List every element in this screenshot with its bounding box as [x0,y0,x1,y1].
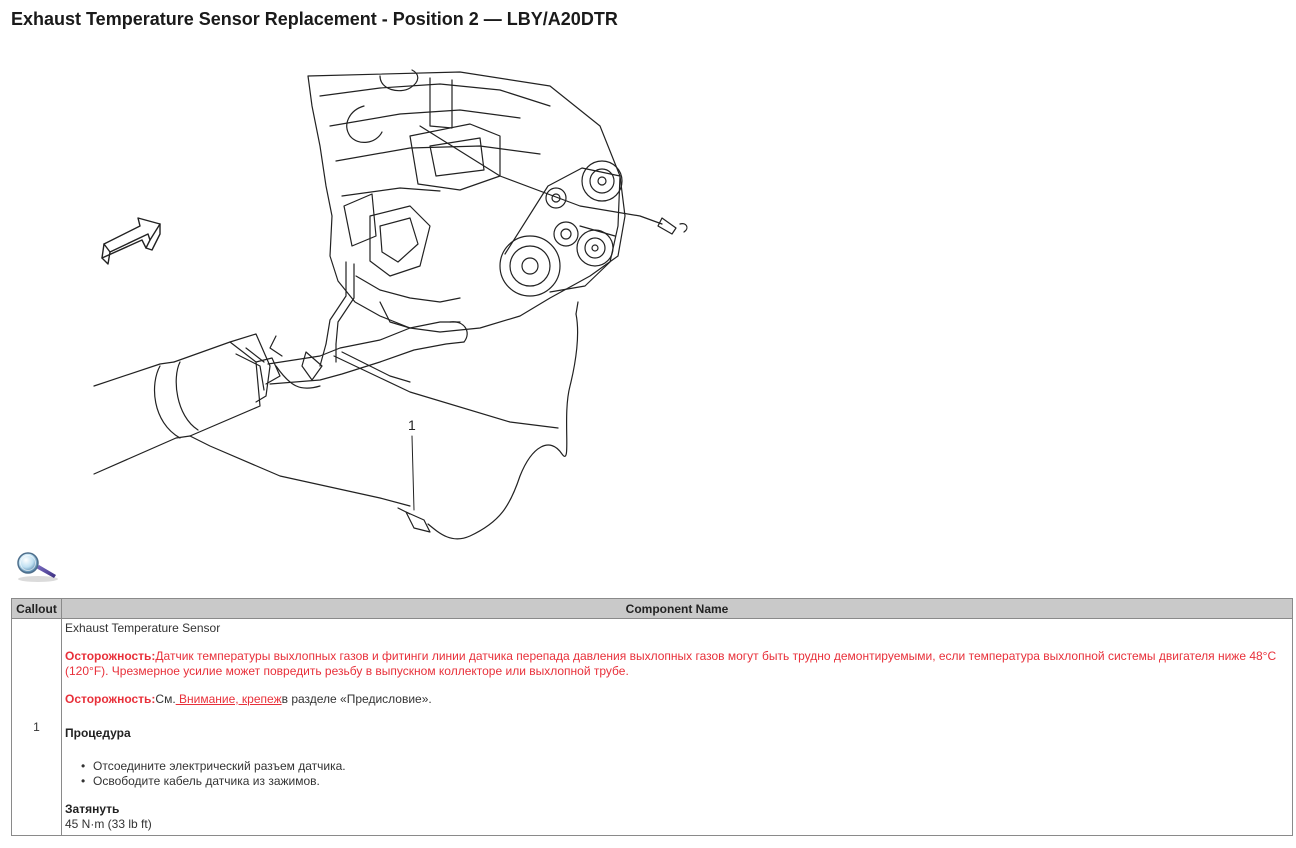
exhaust-system-drawing [94,262,558,506]
caution-label: Осторожность: [65,649,156,663]
engine-illustration [80,66,700,550]
engine-block-drawing [308,70,687,332]
procedure-steps-list [65,759,1289,789]
component-details-cell [62,619,1293,836]
sensor-cable-drawing [398,302,578,539]
caution-text: Датчик температуры выхлопных газов и фитинги линии датчика перепада давления выхлопных газов могут быть трудно демонтируемыми, если температура выхлопной системы двигателя ниже 48°C (120°F). Чрезмерное усилие может повредить резьбу в выпускном коллекторе или выхлопной трубе. [65,649,1277,678]
procedure-heading: Процедура [65,726,131,740]
fastener-notice-link[interactable]: Внимание, крепеж [175,692,282,706]
list-item: • Освободите кабель датчика из зажимов. [93,774,1289,789]
caution-paragraph-1 [65,649,1289,679]
table-row [12,619,1293,836]
magnifier-icon[interactable] [12,551,60,583]
component-table [11,598,1293,836]
caution-reference-text: в разделе «Предисловие». [281,692,432,706]
callout-number-label: 1 [408,417,416,433]
page-title: Exhaust Temperature Sensor Replacement - Position 2 — LBY/A20DTR [11,9,618,29]
component-name: Exhaust Temperature Sensor [65,621,221,635]
caution-paragraph-2 [65,692,1289,707]
torque-label: Затянуть [65,802,120,816]
callout-cell: 1 [12,619,62,836]
callout-column-header: Callout [12,599,62,619]
table-header-row [12,599,1293,619]
direction-arrow-drawing [102,218,160,264]
list-item: • Отсоедините электрический разъем датчика. [93,759,1289,774]
caution-see-text: См. [155,692,176,706]
caution-label: Осторожность: [65,692,156,706]
torque-value: 45 N·m (33 lb ft) [65,817,152,831]
component-name-column-header: Component Name [62,599,1293,619]
